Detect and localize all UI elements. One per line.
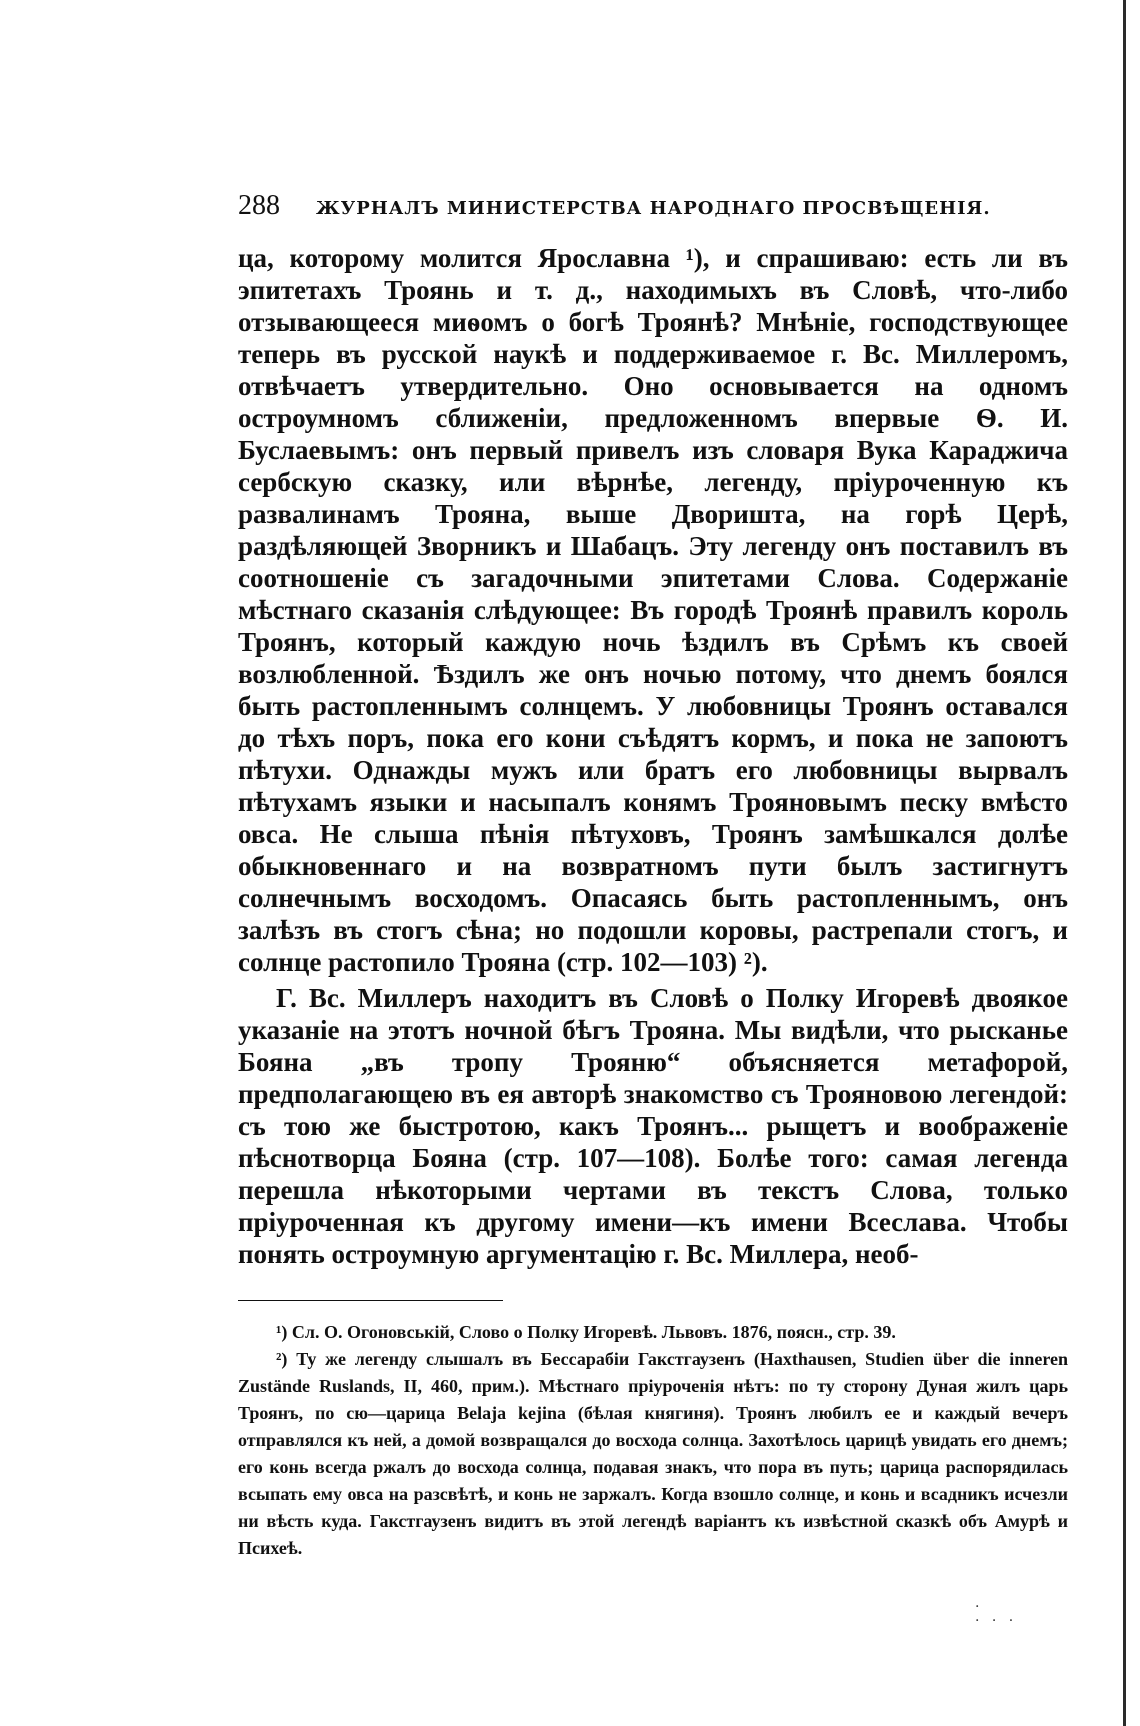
page-number: 288 (238, 190, 280, 221)
footnote-1: ¹) Сл. О. Огоновській, Слово о Полку Игоревѣ. Львовъ. 1876, поясн., стр. 39. (276, 1322, 896, 1342)
page-edge-border (1123, 0, 1126, 1726)
paragraph-2: Г. Вс. Миллеръ находитъ въ Словѣ о Полку Игоревѣ двоякое указаніе на этотъ ночной бѣгъ Трояна. Мы видѣли, что рысканье Бояна „въ тропу Трояню“ объясняется метафорой, предполагающею въ ея авторѣ знакомство съ Трояновою легендой: съ тою же быстротою, какъ Троянъ... рыщетъ и воображеніе пѣснотворца Бояна (стр. 107—108). Болѣе того: самая легенда перешла нѣкоторыми чертами въ текстъ Слова, только пріуроченная къ другому имени—къ имени Всеслава. Чтобы понять остроумную аргументацію г. Вс. Миллера, необ- (238, 983, 1068, 1269)
body-text (238, 242, 1068, 1270)
scan-specks: · · · · (975, 1599, 1018, 1629)
footnote-2: ²) Ту же легенду слышалъ въ Бессарабіи Гакстгаузенъ (Haxthausen, Studien über die inneren Zustände Ruslands, II, 460, прим.). Мѣстнаго пріуроченія нѣтъ: по ту сторону Дуная жилъ царь Троянъ, по сю—царица Belaja kejina (бѣлая княгиня). Троянъ любилъ ее и каждый вечеръ отправлялся къ ней, а домой возвращался до восхода солнца. Захотѣлось царицѣ увидать его днемъ; его конь всегда ржалъ до восхода солнца, подавая знакъ, что пора въ путь; царица распорядилась всыпать ему овса на разсвѣтѣ, и конь не заржалъ. Когда взошло солнце, и конь и всадникъ исчезли ни вѣсть куда. Гакстгаузенъ видитъ въ этой легендѣ варіантъ къ извѣстной сказкѣ объ Амурѣ и Психеѣ. (238, 1349, 1068, 1558)
paragraph-1: ца, которому молится Ярославна ¹), и спрашиваю: есть ли въ эпитетахъ Троянь и т. д., находимыхъ въ Словѣ, что-либо отзывающееся миѳомъ о богѣ Троянѣ? Мнѣніе, господствующее теперь въ русской наукѣ и поддерживаемое г. Вс. Миллеромъ, отвѣчаетъ утвердительно. Оно основывается на одномъ остроумномъ сближеніи, предложенномъ впервые Ѳ. И. Буслаевымъ: онъ первый привелъ изъ словаря Вука Караджича сербскую сказку, или вѣрнѣе, легенду, пріуроченную къ развалинамъ Трояна, выше Дворишта, на горѣ Церѣ, раздѣляющей Зворникъ и Шабацъ. Эту легенду онъ поставилъ въ соотношеніе съ загадочными эпитетами Слова. Содержаніе мѣстнаго сказанія слѣдующее: Въ городѣ Троянѣ правилъ король Троянъ, который каждую ночь ѣздилъ въ Срѣмъ къ своей возлюбленной. Ѣздилъ же онъ ночью потому, что днемъ боялся быть растопленнымъ солнцемъ. У любовницы Троянъ оставался до тѣхъ поръ, пока его кони съѣдятъ кормъ, и пока не запоютъ пѣтухи. Однажды мужъ или братъ его любовницы вырвалъ пѣтухамъ языки и насыпалъ конямъ Трояновымъ песку вмѣсто овса. Не слыша пѣнія пѣтуховъ, Троянъ замѣшкался долѣе обыкновеннаго и на возвратномъ пути былъ застигнутъ солнечнымъ восходомъ. Опасаясь быть растопленнымъ, онъ залѣзъ въ стогъ сѣна; но подошли коровы, растрепали стогъ, и солнце растопило Трояна (стр. 102—103) ²). (238, 243, 1068, 977)
footnote-divider (238, 1300, 503, 1301)
footnotes (238, 1319, 1068, 1562)
page-header (238, 190, 1068, 222)
book-page (238, 190, 1068, 1562)
running-title: ЖУРНАЛЪ МИНИСТЕРСТВА НАРОДНАГО ПРОСВѢЩЕНІЯ. (316, 198, 991, 219)
